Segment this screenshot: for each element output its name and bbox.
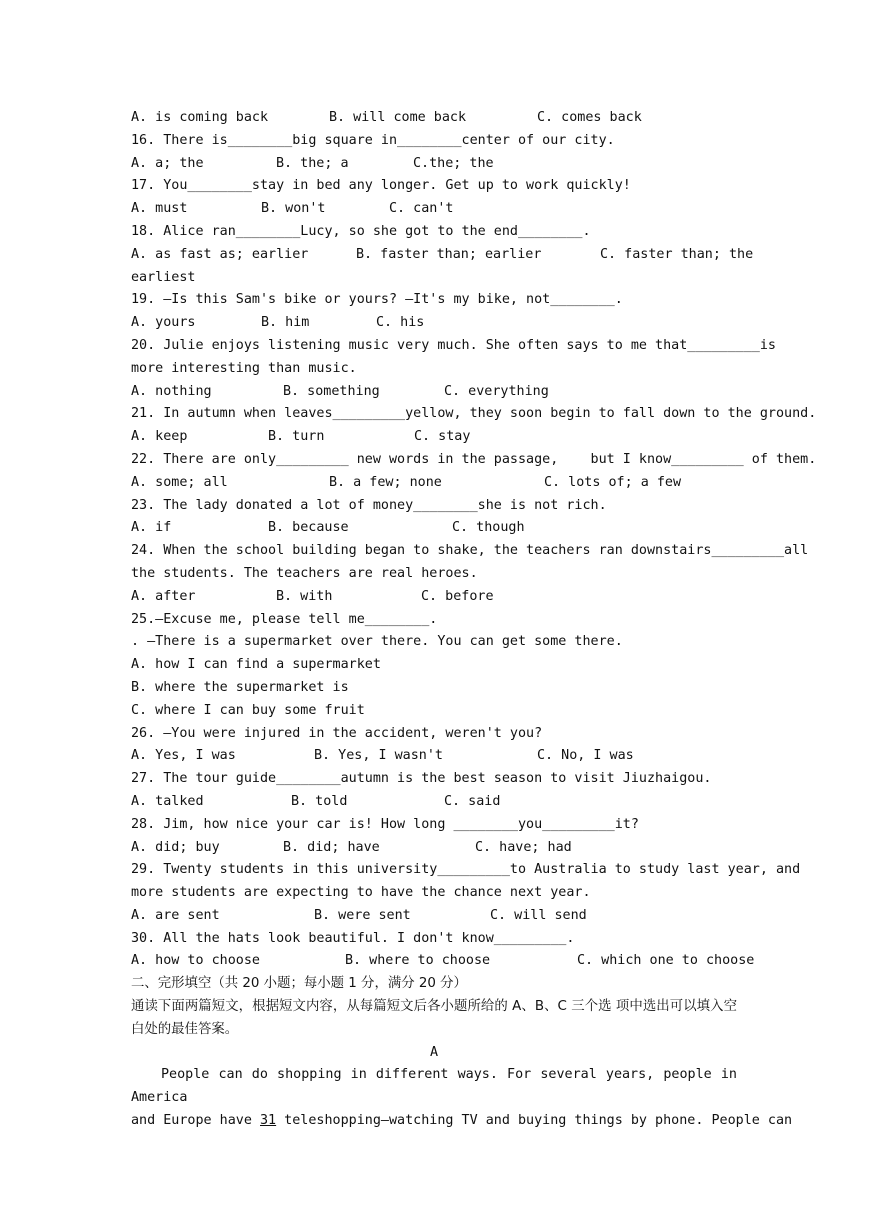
answer-option: C. will send — [490, 907, 587, 923]
question-text: 26. —You were injured in the accident, weren't you? — [131, 725, 543, 741]
question-text: 17. You________stay in bed any longer. Get up to work quickly! — [131, 178, 631, 194]
answer-options — [131, 426, 737, 449]
question-text: C. where I can buy some fruit — [131, 702, 365, 718]
answer-options — [131, 312, 737, 335]
exam-page — [131, 107, 817, 1133]
question-text: 20. Julie enjoys listening music very much. She often says to me that_________is — [131, 337, 776, 353]
answer-option: C. his — [376, 315, 425, 331]
question-text: 21. In autumn when leaves_________yellow, they soon begin to fall down to the ground. — [131, 406, 817, 422]
answer-option: A. if — [131, 520, 172, 536]
answer-options — [131, 381, 737, 404]
section-title: 二、完形填空（共 20 小题；每小题 1 分，满分 20 分） — [131, 976, 467, 992]
question-text: 28. Jim, how nice your car is! How long ________you_________it? — [131, 816, 639, 832]
question-text: 22. There are only_________ new words in the passage, but I know_________ of them. — [131, 451, 817, 467]
multiple-choice-questions — [131, 107, 817, 973]
question-text: more interesting than music. — [131, 360, 357, 376]
question-text: 18. Alice ran________Lucy, so she got to the end________. — [131, 223, 591, 239]
answer-option: B. a few; none — [329, 474, 442, 490]
question-text: 19. —Is this Sam's bike or yours? —It's my bike, not________. — [131, 292, 623, 308]
question-text: 27. The tour guide________autumn is the best season to visit Jiuzhaigou. — [131, 771, 712, 787]
answer-option: A. nothing — [131, 383, 212, 399]
answer-option: B. told — [291, 793, 348, 809]
answer-options — [131, 153, 737, 176]
question-text: 23. The lady donated a lot of money________she is not rich. — [131, 497, 607, 513]
answer-option: C.the; the — [413, 155, 494, 171]
answer-option: B. where to choose — [345, 953, 491, 969]
answer-option: C. though — [452, 520, 525, 536]
question-text: more students are expecting to have the chance next year. — [131, 885, 591, 901]
answer-option: C. before — [421, 588, 494, 604]
answer-option: B. the; a — [276, 155, 349, 171]
question-text: . —There is a supermarket over there. You can get some there. — [131, 634, 623, 650]
answer-options — [131, 586, 737, 609]
question-text: 25.—Excuse me, please tell me________. — [131, 611, 438, 627]
passage-line-2 — [131, 1110, 793, 1133]
question-text: B. where the supermarket is — [131, 679, 349, 695]
passage-text: teleshopping—watching TV and buying things by phone. People can — [276, 1113, 793, 1129]
question-text: the students. The teachers are real heroes. — [131, 565, 478, 581]
answer-option: A. how to choose — [131, 953, 260, 969]
answer-option: A. yours — [131, 315, 196, 331]
answer-option: A. keep — [131, 429, 188, 445]
answer-option: C. faster than; the — [600, 246, 754, 262]
answer-option: A. after — [131, 588, 196, 604]
question-text: 30. All the hats look beautiful. I don't know_________. — [131, 930, 575, 946]
section-instruction: 通读下面两篇短文，根据短文内容，从每篇短文后各小题所给的 A、B、C 三个选 项中选出可以填入空白处的最佳答案。 — [131, 999, 737, 1037]
answer-option: B. were sent — [314, 907, 411, 923]
answer-option: A. did; buy — [131, 839, 220, 855]
answer-option: B. won't — [261, 201, 326, 217]
answer-options — [131, 517, 737, 540]
answer-options — [131, 791, 737, 814]
answer-option: C. have; had — [475, 839, 572, 855]
answer-option: B. because — [268, 520, 349, 536]
answer-option: B. something — [283, 383, 380, 399]
answer-option: B. Yes, I wasn't — [314, 748, 443, 764]
answer-option: B. turn — [268, 429, 325, 445]
question-text: earliest — [131, 269, 196, 285]
answer-option: C. can't — [389, 201, 454, 217]
answer-option: C. everything — [444, 383, 549, 399]
answer-option: B. faster than; earlier — [356, 246, 542, 262]
answer-option: A. is coming back — [131, 110, 269, 125]
blank-number: 31 — [260, 1113, 277, 1129]
answer-options — [131, 745, 737, 768]
passage-line: People can do shopping in different ways. For several years, people in America — [131, 1067, 737, 1106]
answer-option: A. some; all — [131, 474, 228, 490]
answer-option: A. as fast as; earlier — [131, 246, 309, 262]
answer-option: A. a; the — [131, 155, 204, 171]
answer-option: B. him — [261, 315, 310, 331]
answer-option: C. comes back — [537, 110, 642, 125]
answer-options — [131, 837, 737, 860]
answer-options — [131, 905, 737, 928]
answer-option: C. No, I was — [537, 748, 634, 764]
answer-options — [131, 244, 754, 267]
answer-option: C. stay — [414, 429, 471, 445]
answer-option: B. with — [276, 588, 333, 604]
answer-option: C. said — [444, 793, 501, 809]
passage-label: A — [429, 1044, 439, 1060]
question-text: A. how I can find a supermarket — [131, 657, 381, 673]
answer-option: A. Yes, I was — [131, 748, 236, 764]
answer-options — [131, 472, 737, 495]
answer-options — [131, 107, 737, 130]
question-text: 29. Twenty students in this university_________to Australia to study last year, and — [131, 862, 801, 878]
answer-option: C. which one to choose — [577, 953, 755, 969]
answer-option: B. will come back — [329, 110, 467, 125]
answer-option: C. lots of; a few — [544, 474, 682, 490]
answer-option: A. are sent — [131, 907, 220, 923]
answer-options — [131, 950, 755, 973]
answer-options — [131, 198, 737, 221]
answer-option: A. talked — [131, 793, 204, 809]
answer-option: A. must — [131, 201, 188, 217]
answer-option: B. did; have — [283, 839, 380, 855]
question-text: 24. When the school building began to shake, the teachers ran downstairs_________all — [131, 543, 809, 559]
question-text: 16. There is________big square in________center of our city. — [131, 132, 615, 148]
passage-text: and Europe have — [131, 1113, 260, 1129]
